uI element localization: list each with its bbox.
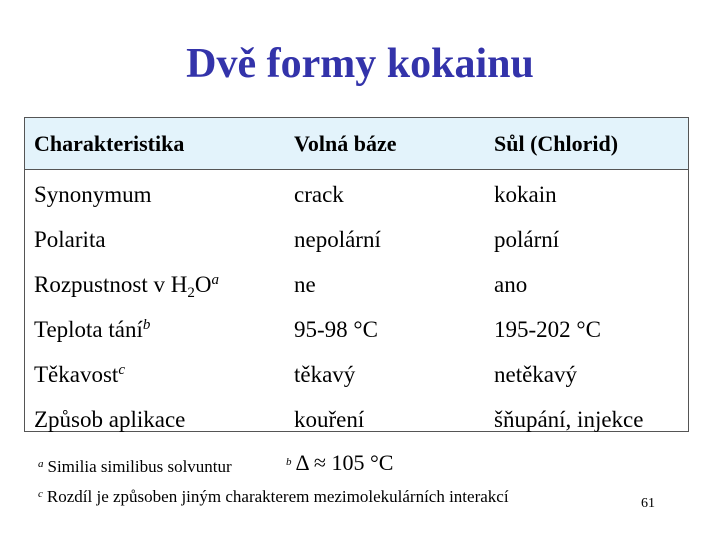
row-salt-value: ano xyxy=(494,272,528,297)
row-salt-value: polární xyxy=(494,227,560,252)
table-row xyxy=(25,353,688,398)
footnote-c-mark: c xyxy=(38,488,43,500)
footnote-a xyxy=(38,453,232,478)
footnote-a-text: Similia similibus solvuntur xyxy=(47,457,232,476)
comparison-table xyxy=(24,117,689,432)
row-label: Způsob aplikace xyxy=(34,407,186,432)
row-salt-value: kokain xyxy=(494,182,557,207)
table-row xyxy=(25,263,688,308)
footnote-ref-a: a xyxy=(211,272,219,288)
row-salt-value: šňupání, injekce xyxy=(494,407,644,432)
footnote-ref-c: c xyxy=(118,362,125,378)
row-base-value: kouření xyxy=(294,407,365,432)
header-characteristic: Charakteristika xyxy=(34,131,185,156)
row-base-value: 95-98 °C xyxy=(294,317,378,342)
row-label: Polarita xyxy=(34,227,106,252)
footnote-b-text: Δ ≈ 105 °C xyxy=(295,450,394,475)
footnote-c xyxy=(38,483,509,508)
footnote-ref-b: b xyxy=(142,317,151,333)
row-salt-value: netěkavý xyxy=(494,362,578,387)
footnote-a-mark: a xyxy=(38,458,44,470)
slide-title: Dvě formy kokainu xyxy=(186,41,534,87)
row-base-value: těkavý xyxy=(294,362,356,387)
row-label: Synonymum xyxy=(34,182,152,207)
table-header-row xyxy=(25,118,688,170)
row-base-value: ne xyxy=(294,272,316,297)
row-label xyxy=(34,361,125,389)
row-base-value: crack xyxy=(294,182,344,207)
page-number: 61 xyxy=(641,496,655,511)
row-label-text: Teplota tání xyxy=(34,317,143,342)
row-label xyxy=(34,271,219,299)
table-row xyxy=(25,398,688,443)
table-row xyxy=(25,218,688,263)
footnote-c-text: Rozdíl je způsoben jiným charakterem mezimolekulárních interakcí xyxy=(46,487,509,506)
footnote-b xyxy=(286,451,393,476)
row-label xyxy=(34,316,150,344)
table-row xyxy=(25,308,688,353)
header-salt: Sůl (Chlorid) xyxy=(494,131,619,156)
header-free-base: Volná báze xyxy=(294,131,397,156)
table-row xyxy=(25,173,688,218)
footnote-b-mark: b xyxy=(286,456,292,468)
row-label-subscript: 2 xyxy=(187,285,195,301)
row-label-pre: Rozpustnost v H xyxy=(34,272,188,297)
row-salt-value: 195-202 °C xyxy=(494,317,601,342)
row-base-value: nepolární xyxy=(294,227,381,252)
row-label-post: O xyxy=(194,272,212,297)
row-label-text: Těkavost xyxy=(34,362,119,387)
